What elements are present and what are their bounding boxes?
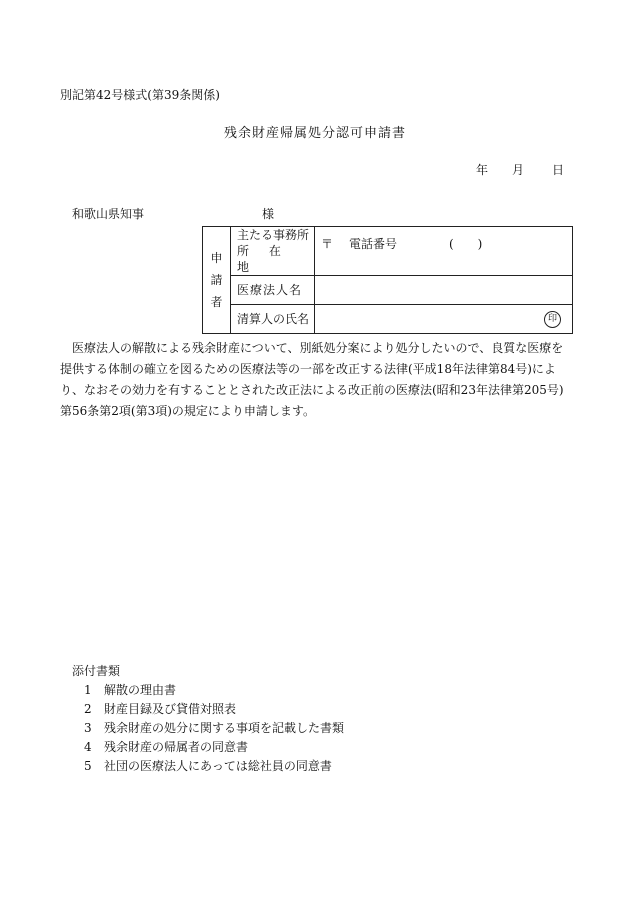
attachment-item: 5 社団の医療法人にあっては総社員の同意書	[84, 759, 332, 773]
attachments-heading: 添付書類	[72, 664, 121, 678]
date-month-label: 月	[512, 163, 525, 177]
date-day-label: 日	[552, 163, 565, 177]
date-year-label: 年	[476, 163, 489, 177]
phone-label: 電話番号	[349, 237, 398, 251]
office-address-label: 主たる事務所 所 在 地	[231, 227, 315, 276]
office-address-field[interactable]	[315, 227, 573, 276]
corporation-name-field[interactable]	[315, 276, 573, 305]
date-line	[476, 161, 564, 178]
applicant-table	[202, 226, 573, 334]
recipient-name: 和歌山県知事	[72, 207, 145, 221]
postal-mark: 〒	[321, 237, 334, 251]
liquidator-name-label: 清算人の氏名	[231, 305, 315, 334]
attachment-item: 4 残余財産の帰属者の同意書	[84, 740, 249, 754]
phone-field[interactable]: ( )	[449, 237, 483, 251]
recipient-suffix: 様	[262, 207, 275, 221]
application-body-text: 医療法人の解散による残余財産について、別紙処分案により処分したいので、良質な医療を提供する体制の確立を図るための医療法等の一部を改正する法律(平成18年法律第84号)により、なおその効力を有することとされた改正法による改正前の医療法(昭和23年法律第205号)第56条第2項(第3項)の規定により申請します。	[60, 341, 564, 418]
liquidator-name-field[interactable]	[315, 305, 573, 334]
seal-icon: 印	[544, 311, 561, 328]
attachments-section	[72, 661, 344, 776]
attachment-item: 2 財産目録及び貸借対照表	[84, 702, 237, 716]
attachment-item: 3 残余財産の処分に関する事項を記載した書類	[84, 721, 345, 735]
document-title: 残余財産帰属処分認可申請書	[223, 126, 406, 141]
attachment-item: 1 解散の理由書	[84, 683, 177, 697]
applicant-side-label: 申 請 者	[203, 227, 231, 334]
corporation-name-label: 医療法人名	[231, 276, 315, 305]
form-number: 別記第42号様式(第39条関係)	[60, 88, 220, 102]
